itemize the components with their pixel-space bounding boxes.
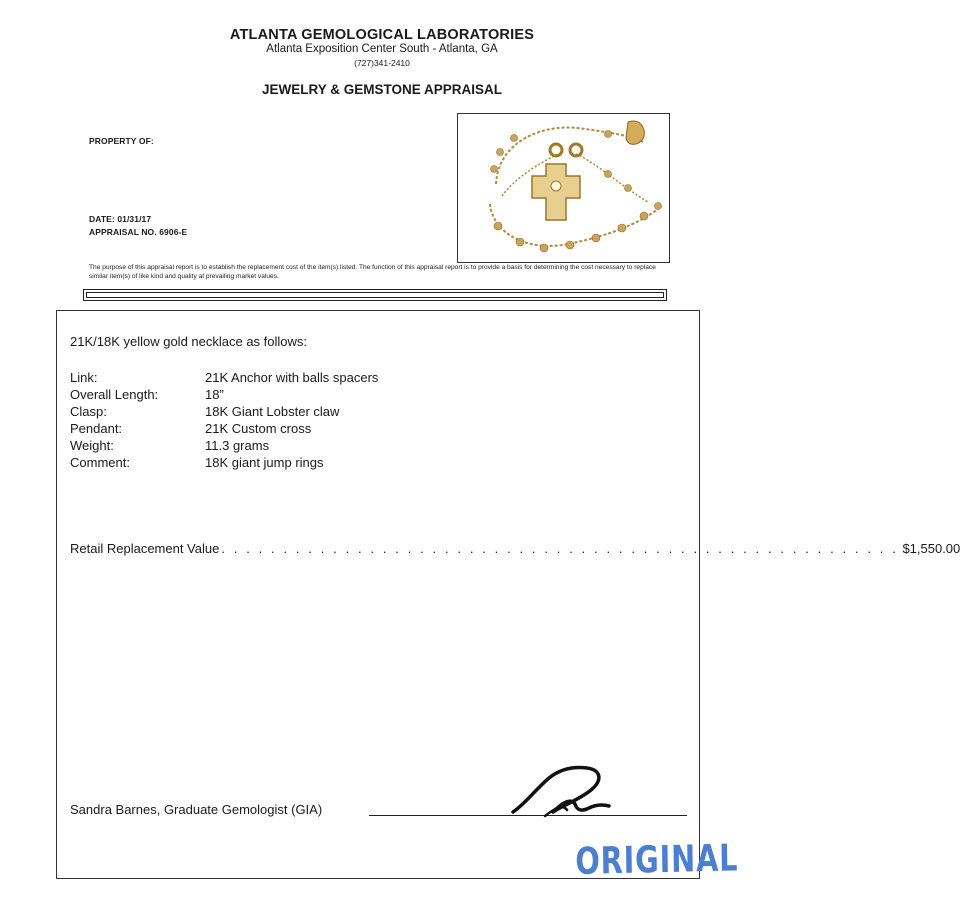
divider-bar	[83, 289, 667, 301]
spec-row-weight	[70, 438, 670, 455]
date-value: 01/31/17	[117, 214, 152, 224]
appraisal-number-field	[89, 227, 187, 237]
original-stamp: ORIGINAL	[575, 836, 739, 883]
spec-label: Weight:	[70, 438, 114, 453]
spec-row-link	[70, 370, 670, 387]
retail-value-amount: $1,550.00	[902, 541, 960, 556]
appraiser-name: Sandra Barnes, Graduate Gemologist (GIA)	[70, 802, 323, 817]
spec-value: 11.3 grams	[205, 438, 270, 453]
spec-row-clasp	[70, 404, 670, 421]
spec-label: Pendant:	[70, 421, 123, 436]
spec-row-comment	[70, 455, 670, 472]
spec-row-length	[70, 387, 670, 404]
appraisal-no-label: APPRAISAL NO.	[89, 227, 157, 237]
disclaimer-text: The purpose of this appraisal report is to establish the replacement cost of the item(s) listed. The function of this appraisal report is to provide a basis for determining the cost necessary to replace similar item(s) of like kind and quality at prevailing market values.	[89, 264, 656, 280]
spec-label: Clasp:	[70, 404, 107, 419]
spec-row-pendant	[70, 421, 670, 438]
leader-dots: . . . . . . . . . . . . . . . . . . . . . . . . . . . . . . . . . . . . . . . . . . . . . . . . . . . . . . .	[221, 541, 899, 556]
lab-phone: (727)341-2410	[354, 58, 410, 68]
retail-value-label: Retail Replacement Value	[70, 541, 220, 556]
spec-value: 18K Giant Lobster claw	[205, 404, 340, 419]
spec-value: 18”	[205, 387, 224, 402]
necklace-photo-icon	[458, 114, 669, 262]
spec-value: 18K giant jump rings	[205, 455, 324, 470]
spec-value: 21K Anchor with balls spacers	[205, 370, 379, 385]
appraisal-no-value: 6906-E	[159, 227, 188, 237]
signature-mark-icon	[505, 760, 615, 827]
retail-value-line	[70, 541, 960, 556]
lab-address: Atlanta Exposition Center South - Atlanta, GA	[266, 43, 498, 55]
document-title: JEWELRY & GEMSTONE APPRAISAL	[261, 82, 503, 97]
lab-name: ATLANTA GEMOLOGICAL LABORATORIES	[229, 27, 535, 43]
spec-label: Overall Length:	[70, 387, 159, 402]
property-of-label: PROPERTY OF:	[89, 136, 154, 146]
date-field	[89, 214, 151, 224]
spec-label: Link:	[70, 370, 98, 385]
item-photo	[457, 113, 670, 263]
spec-value: 21K Custom cross	[205, 421, 312, 436]
date-label: DATE:	[89, 214, 115, 224]
spec-label: Comment:	[70, 455, 130, 470]
item-description: 21K/18K yellow gold necklace as follows:	[70, 334, 308, 349]
